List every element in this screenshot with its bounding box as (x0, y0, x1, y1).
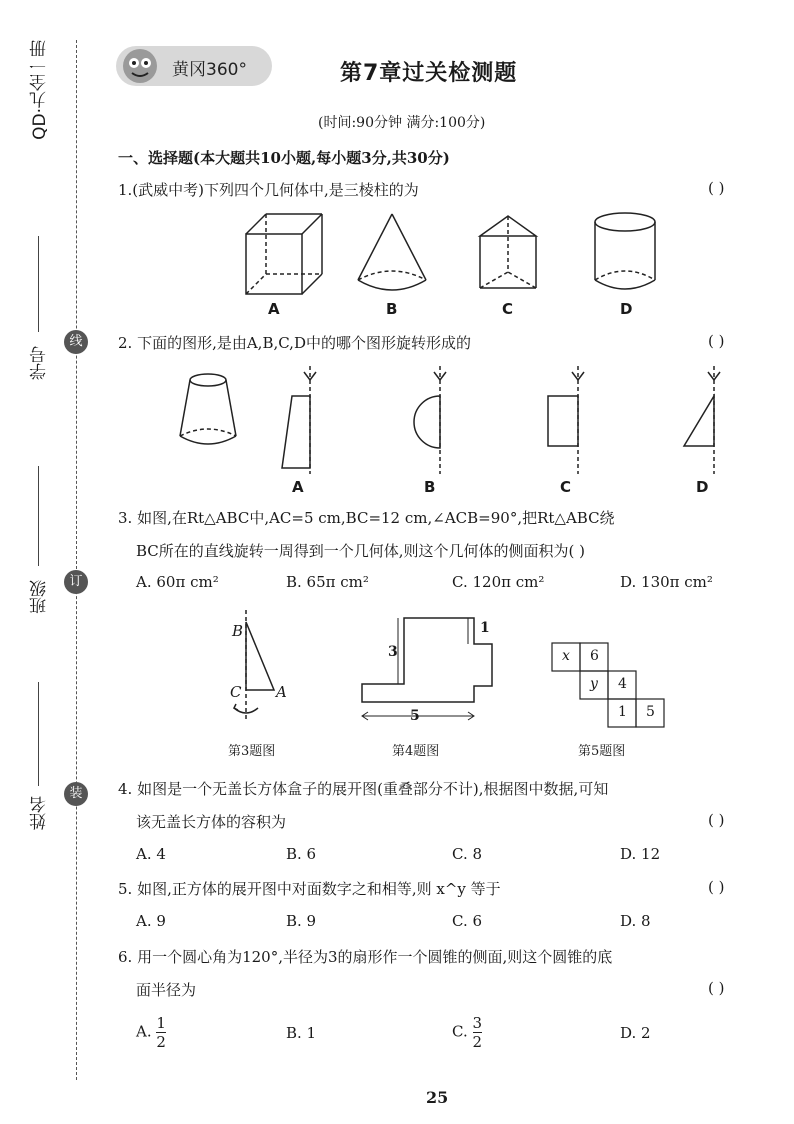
fig4-label-1: 1 (480, 620, 490, 636)
q2-label-c: C (560, 478, 572, 496)
q2-answer-blank: ( ) (708, 332, 725, 350)
q2-figure-a (282, 366, 316, 474)
page-number: 25 (426, 1088, 449, 1107)
q2-figure-c (548, 366, 584, 474)
cut-line (76, 40, 77, 1080)
book-label: QD·九全一册 (30, 40, 50, 140)
q1-figure-b (358, 214, 426, 290)
q4-option-b: B. 6 (286, 845, 317, 863)
fig5-caption: 第5题图 (578, 744, 626, 759)
q6-option-a-prefix: A. (136, 1022, 152, 1041)
q4-option-d: D. 12 (620, 845, 661, 863)
q5-option-c: C. 6 (452, 912, 483, 930)
mark-staple: 装 (64, 782, 88, 806)
fig3-caption: 第3题图 (228, 744, 276, 759)
fig5-cube-net (552, 643, 682, 743)
q3-option-b: B. 65π cm² (286, 573, 369, 591)
q1-text: 1.(武威中考)下列四个几何体中,是三棱柱的为 (118, 181, 419, 199)
q1-label-d: D (620, 300, 633, 318)
q1-figure-d (595, 213, 655, 289)
q4-line2: 该无盖长方体的容积为 (136, 813, 287, 831)
q2-figure-b (414, 366, 446, 474)
q1-answer-blank: ( ) (708, 179, 725, 197)
fig4-label-3: 3 (388, 644, 398, 660)
mark-line: 线 (64, 330, 88, 354)
q6-option-a (136, 1014, 166, 1051)
q3-option-c: C. 120π cm² (452, 573, 545, 591)
q3-line2: BC所在的直线旋转一周得到一个几何体,则这个几何体的侧面积为( ) (136, 542, 586, 560)
q6-answer-blank: ( ) (708, 979, 725, 997)
q5-text: 5. 如图,正方体的展开图中对面数字之和相等,则 x^y 等于 (118, 880, 501, 898)
class-label: 班级 (30, 580, 50, 614)
q6-option-c (452, 1014, 482, 1051)
q6-option-a-denominator: 2 (156, 1033, 166, 1051)
binding-margin (0, 0, 100, 1124)
exam-info: (时间:90分钟 满分:100分) (318, 115, 486, 131)
mascot-logo (118, 46, 162, 86)
fig5-cell-x: x (562, 648, 570, 664)
q6-option-c-fraction (473, 1014, 483, 1051)
q6-option-c-numerator: 3 (472, 1014, 483, 1032)
badge-label: 黄冈360° (172, 60, 247, 80)
fig5-cell-1: 1 (618, 704, 627, 720)
q6-line2: 面半径为 (136, 981, 197, 999)
student-no-label: 学号 (30, 346, 50, 380)
section-heading: 一、选择题(本大题共10小题,每小题3分,共30分) (118, 149, 450, 167)
q1-label-a: A (268, 300, 280, 318)
name-label: 姓名 (30, 796, 50, 830)
q5-option-b: B. 9 (286, 912, 317, 930)
q6-option-a-fraction (156, 1014, 166, 1051)
q3-option-a: A. 60π cm² (136, 573, 219, 591)
q3-line1: 3. 如图,在Rt△ABC中,AC=5 cm,BC=12 cm,∠ACB=90°,把Rt△ABC绕 (118, 509, 615, 527)
q5-option-d: D. 8 (620, 912, 651, 930)
q6-option-c-denominator: 2 (472, 1033, 483, 1051)
q2-figures (170, 366, 730, 476)
student-no-underline (38, 236, 39, 332)
q2-label-d: D (696, 478, 709, 496)
q2-label-a: A (292, 478, 304, 496)
fig4-caption: 第4题图 (392, 744, 440, 759)
q1-figure-a (246, 214, 322, 294)
q1-label-b: B (386, 300, 398, 318)
q4-line1: 4. 如图是一个无盖长方体盒子的展开图(重叠部分不计),根据图中数据,可知 (118, 780, 609, 798)
name-underline (38, 682, 39, 786)
fig3-label-b: B (232, 622, 244, 640)
q2-label-b: B (424, 478, 436, 496)
q1-label-c: C (502, 300, 514, 318)
fig5-cell-4: 4 (618, 676, 627, 692)
q6-line1: 6. 用一个圆心角为120°,半径为3的扇形作一个圆锥的侧面,则这个圆锥的底 (118, 948, 613, 966)
mark-bind: 订 (64, 570, 88, 594)
q5-option-a: A. 9 (136, 912, 166, 930)
q6-option-b: B. 1 (286, 1024, 317, 1042)
q4-option-c: C. 8 (452, 845, 483, 863)
fig4-net (356, 612, 516, 732)
q2-figure-d (684, 366, 720, 474)
q2-solid-frustum (180, 374, 236, 444)
class-underline (38, 466, 39, 566)
fig3-label-a: A (276, 683, 287, 701)
fig5-cell-6: 6 (590, 648, 599, 664)
brand-badge (116, 46, 272, 86)
fig5-cell-y: y (590, 676, 598, 692)
q6-option-a-numerator: 1 (156, 1014, 166, 1032)
page-title: 第7章过关检测题 (340, 61, 518, 86)
q4-answer-blank: ( ) (708, 811, 725, 829)
q6-option-c-prefix: C. (452, 1022, 468, 1041)
q3-option-d: D. 130π cm² (620, 573, 713, 591)
q2-text: 2. 下面的图形,是由A,B,C,D中的哪个图形旋转形成的 (118, 334, 471, 352)
fig5-cell-5: 5 (646, 704, 655, 720)
q4-option-a: A. 4 (136, 845, 166, 863)
q1-figure-c (480, 216, 536, 288)
fig3-label-c: C (230, 683, 242, 701)
q6-option-d: D. 2 (620, 1024, 651, 1042)
q5-answer-blank: ( ) (708, 878, 725, 896)
fig4-label-5: 5 (410, 708, 420, 724)
q1-figures (230, 208, 790, 308)
